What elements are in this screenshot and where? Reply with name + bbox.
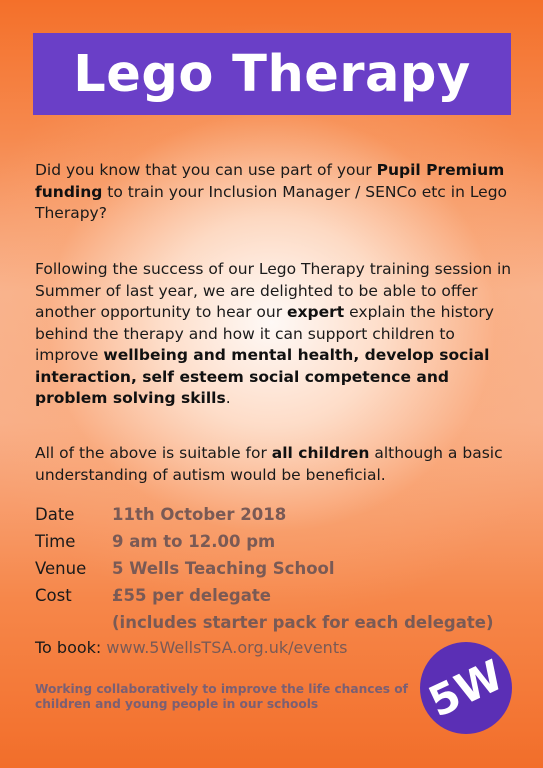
booking-line [35,636,347,660]
detail-label: Cost [35,586,72,605]
detail-value: 5 Wells Teaching School [112,559,335,578]
booking-link[interactable]: www.5WellsTSA.org.uk/events [106,638,348,657]
title-banner [33,33,511,115]
cost-note: (includes starter pack for each delegate) [112,613,494,632]
detail-row-venue [35,555,505,582]
description-text-3: . [225,389,231,407]
detail-value: 9 am to 12.00 pm [112,532,276,551]
page-title: Lego Therapy [73,44,471,104]
detail-row-cost [35,582,505,609]
intro-text-2: to train your Inclusion Manager / SENCo etc in Lego Therapy? [35,182,508,222]
suitability-text-2: although a basic understanding of autism would be beneficial. [35,444,503,484]
logo-text: 5W [421,649,511,727]
detail-value: 11th October 2018 [112,505,287,524]
description-paragraph [35,259,515,410]
suitability-paragraph [35,443,515,486]
description-text-1: Following the success of our Lego Therapy training session in Summer of last year, we are delighted to be able to offer another opportunity to hear our [35,260,512,321]
description-bold-expert: expert [287,303,345,321]
intro-text-1: Did you know that you can use part of your [35,161,377,179]
detail-label: Venue [35,559,87,578]
suitability-bold-all-children: all children [271,444,370,462]
detail-label: Time [35,532,76,551]
intro-bold-funding: Pupil Premium funding [35,161,505,201]
tagline: Working collaboratively to improve the life chances of children and young people in our schools [35,682,408,711]
detail-row-cost-note [35,609,505,636]
detail-value: £55 per delegate [112,586,271,605]
intro-paragraph [35,160,515,225]
detail-row-date [35,501,505,528]
detail-label: Date [35,505,75,524]
event-details [35,501,505,636]
detail-row-time [35,528,505,555]
description-text-2: explain the history behind the therapy and how it can support children to improve [35,303,494,364]
5w-logo [420,642,512,734]
suitability-text-1: All of the above is suitable for [35,444,272,462]
booking-label: To book: [35,638,107,657]
description-bold-skills: wellbeing and mental health, develop social interaction, self esteem social competence and problem solving skills [35,346,490,407]
